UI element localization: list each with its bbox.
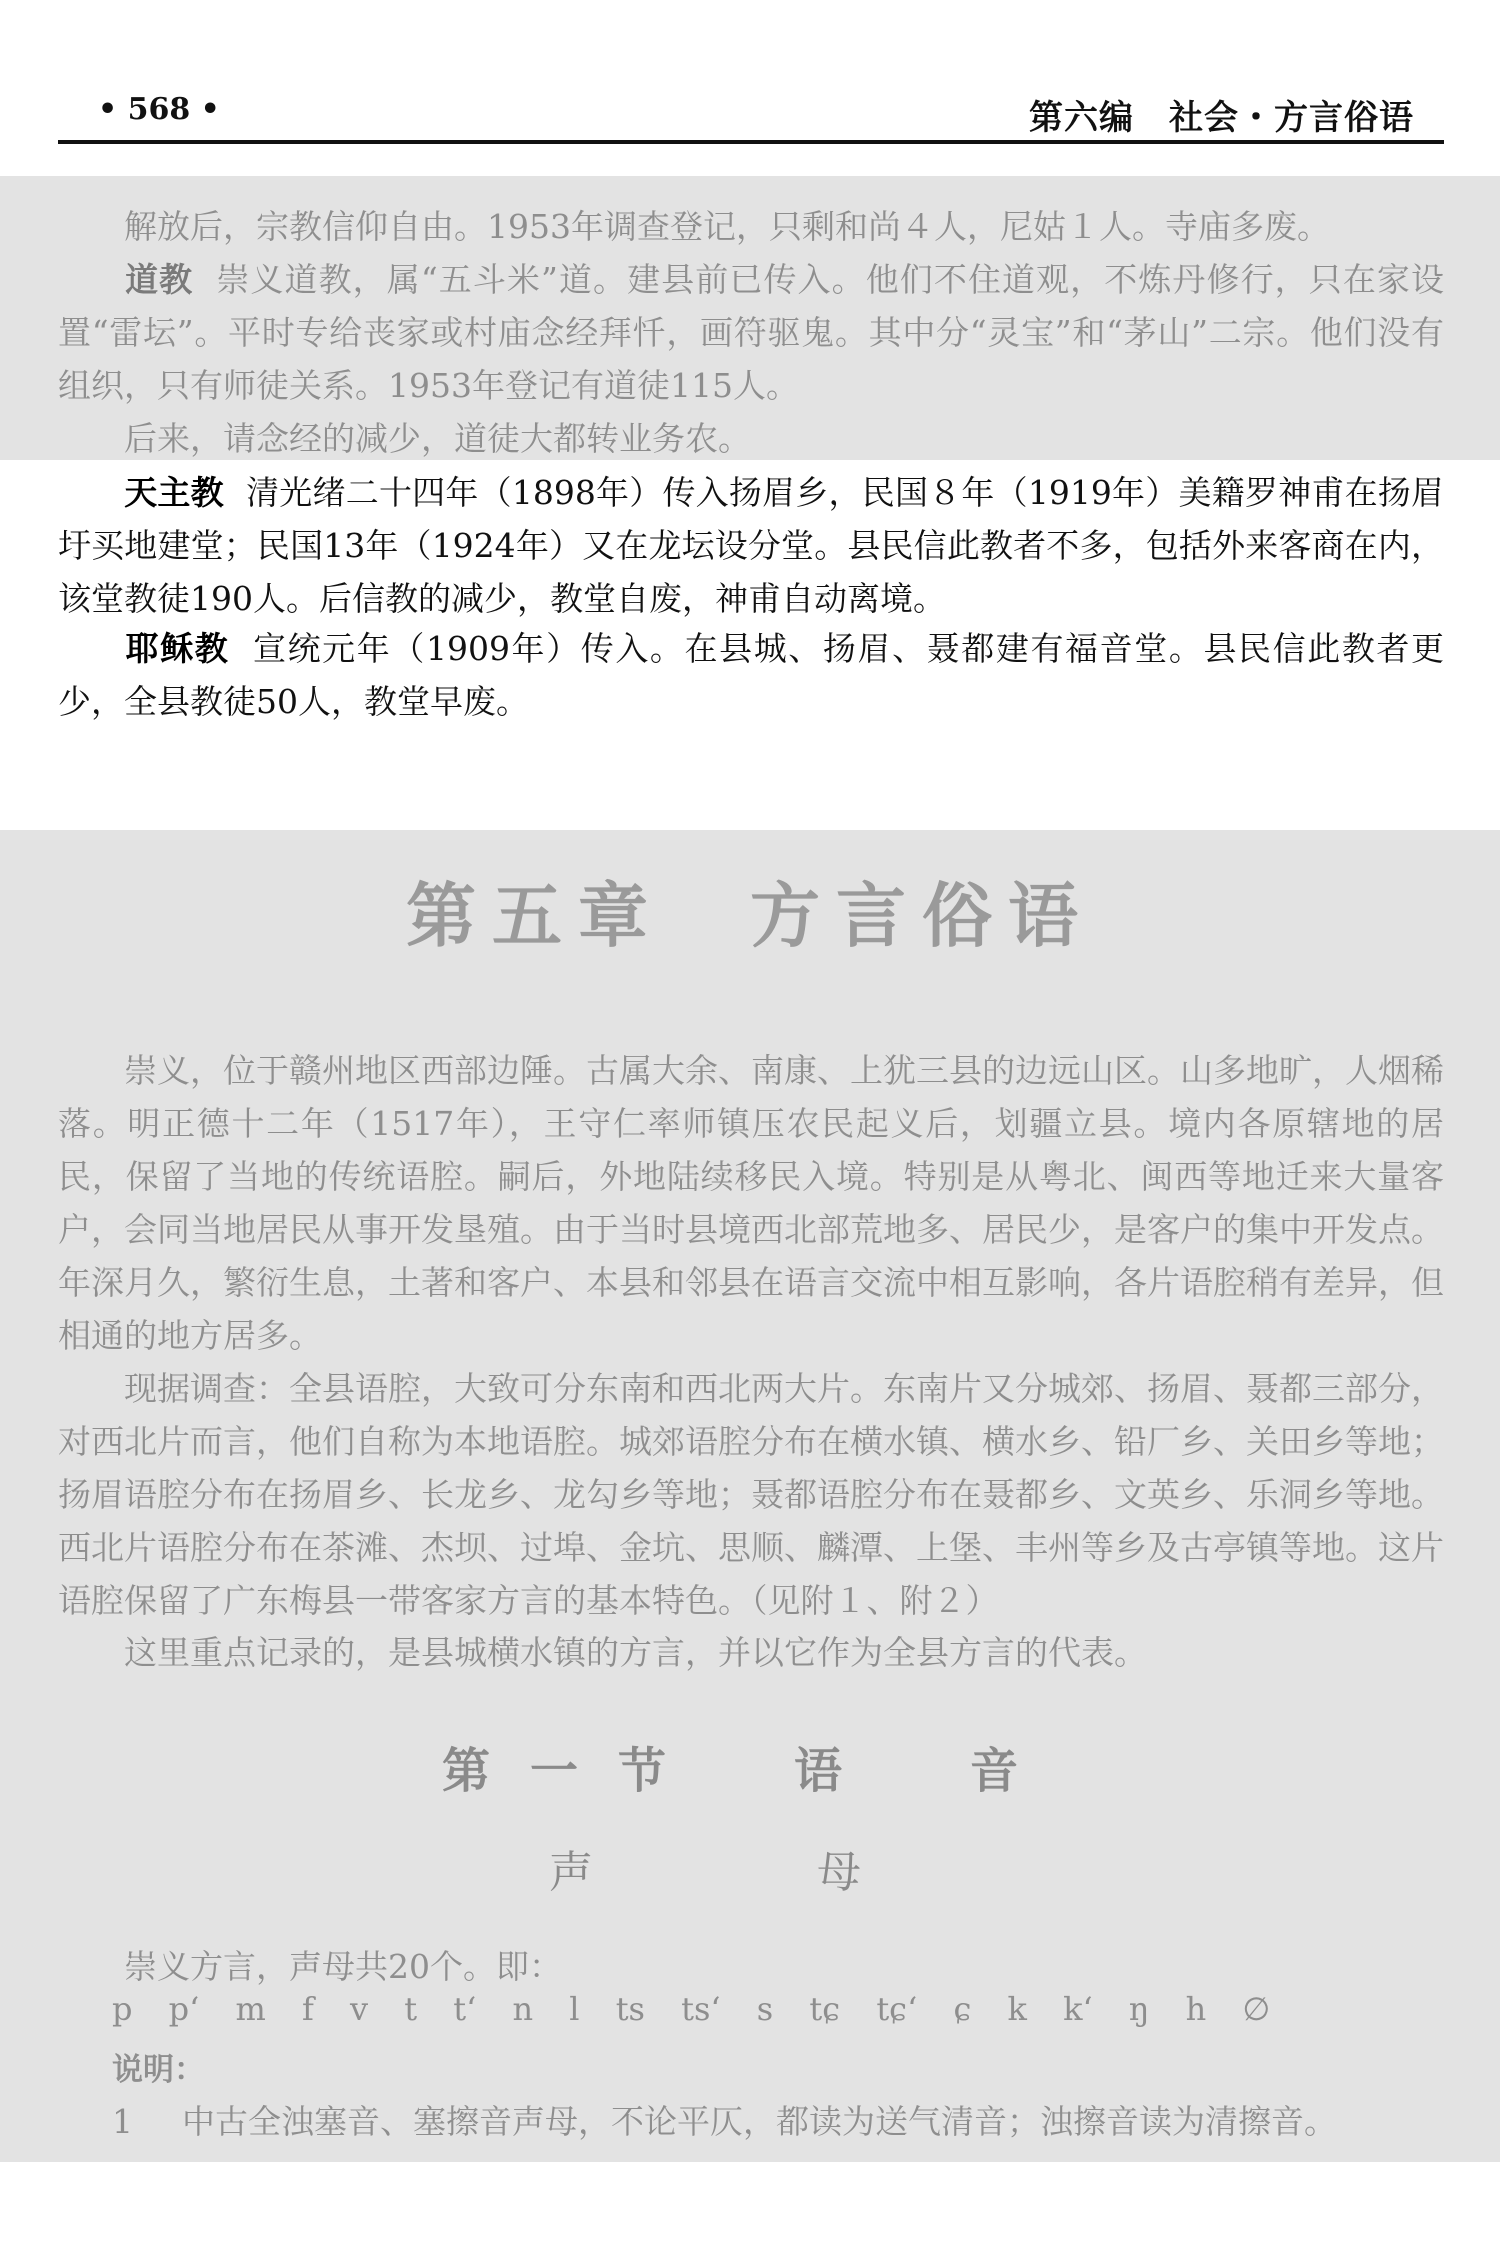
note-1-text: 中古全浊塞音、塞擦音声母，不论平仄，都读为送气清音；浊擦音读为清擦音。 [182,2102,1337,2141]
paragraph-buddhism-tail: 解放后，宗教信仰自由。1953年调查登记，只剩和尚４人，尼姑１人。寺庙多废。 [124,207,1330,246]
initial-symbol: pʻ [168,1990,200,2028]
term-taoism: 道教 [124,260,194,299]
initial-symbol: ŋ [1128,1990,1150,2028]
term-protestantism: 耶稣教 [124,629,230,668]
initial-symbol: n [512,1990,534,2028]
subsection-title: 声 母 [549,1847,951,1898]
paragraph-intro-3: 这里重点记录的，是县城横水镇的方言，并以它作为全县方言的代表。 [124,1633,1147,1672]
initial-symbol: kʻ [1063,1990,1093,2028]
initial-symbol: v [350,1990,369,2028]
initial-symbol: l [569,1990,580,2028]
page-number: • 568 • [98,92,220,127]
note-1-number: 1 [112,2102,133,2141]
initial-symbol: tʻ [453,1990,477,2028]
initial-symbol: t [404,1990,418,2028]
term-catholicism: 天主教 [124,473,224,512]
paragraph-intro-2: 现据调查：全县语腔，大致可分东南和西北两大片。东南片又分城郊、扬眉、聂都三部分，对西北片而言，他们自称为本地语腔。城郊语腔分布在横水镇、横水乡、铅厂乡、关田乡等地；扬眉语腔分布在扬眉乡、长龙乡、龙勾乡等地；聂都语腔分布在聂都乡、文英乡、乐洞乡等地。西北片语腔分布在茶滩、杰坝、过埠、金坑、思顺、麟潭、上堡、丰州等乡及古亭镇等地。这片语腔保留了广东梅县一带客家方言的基本特色。（见附１、附２） [58,1369,1444,1620]
paragraph-taoism-later: 后来，请念经的减少，道徒大都转业务农。 [124,419,751,458]
initial-symbol: ∅ [1242,1990,1271,2028]
chapter-title: 第五章 方言俗语 [406,874,1094,957]
initial-symbol: ɕ [953,1990,972,2028]
initial-symbol: f [302,1990,314,2028]
explanation-label: 说明： [112,2052,205,2088]
note-1 [112,2096,1444,2143]
page-header [58,88,1444,144]
paragraph-taoism: 道教 崇义道教，属“五斗米”道。建县前已传入。他们不住道观，不炼丹修行，只在家设置“雷坛”。平时专给丧家或村庙念经拜忏，画符驱鬼。其中分“灵宝”和“茅山”二宗。他们没有组织，只有师徒关系。1953年登记有道徒115人。 [58,260,1444,405]
initial-symbol: k [1007,1990,1027,2028]
initial-symbol: m [235,1990,266,2028]
paragraph-catholicism: 天主教 清光绪二十四年（1898年）传入扬眉乡，民国８年（1919年）美籍罗神甫在扬眉圩买地建堂；民国13年（1924年）又在龙坛设分堂。县民信此教者不多，包括外来客商在内，该堂教徒190人。后信教的减少，教堂自废，神甫自动离境。 [58,473,1445,618]
initial-symbol: s [756,1990,774,2028]
initial-symbol: p [112,1990,133,2028]
running-head: 第六编 社会・方言俗语 [1029,98,1414,138]
initial-symbol: tɕʻ [876,1990,918,2028]
initial-symbol: h [1185,1990,1207,2028]
initials-list [112,1990,1296,2028]
section-title: 第一节 语 音 [441,1743,1058,1799]
initial-symbol: tsʻ [681,1990,721,2028]
paragraph-intro-1: 崇义，位于赣州地区西部边陲。古属大余、南康、上犹三县的边远山区。山多地旷，人烟稀落。明正德十二年（1517年），王守仁率师镇压农民起义后，划疆立县。境内各原辖地的居民，保留了当地的传统语腔。嗣后，外地陆续移民入境。特别是从粤北、闽西等地迁来大量客户，会同当地居民从事开发垦殖。由于当时县境西北部荒地多、居民少，是客户的集中开发点。年深月久，繁衍生息，土著和客户、本县和邻县在语言交流中相互影响，各片语腔稍有差异，但相通的地方居多。 [58,1051,1444,1355]
initial-symbol: tɕ [809,1990,841,2028]
paragraph-initials-intro: 崇义方言，声母共20个。即： [124,1947,562,1986]
initial-symbol: ts [615,1990,645,2028]
paragraph-protestantism: 耶稣教 宣统元年（1909年）传入。在县城、扬眉、聂都建有福音堂。县民信此教者更少，全县教徒50人，教堂早废。 [58,629,1445,721]
